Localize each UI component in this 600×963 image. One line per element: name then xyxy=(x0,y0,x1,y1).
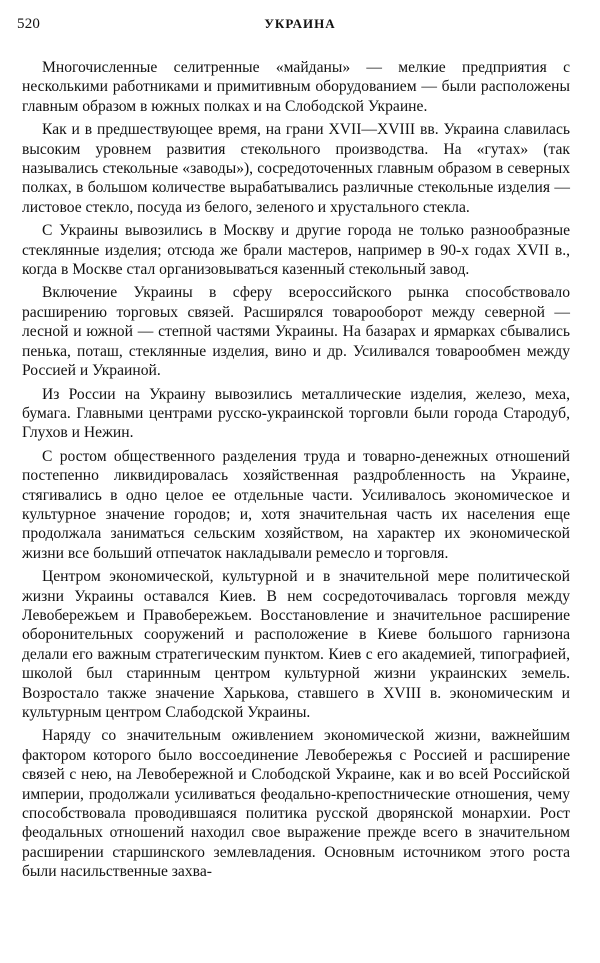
page-number: 520 xyxy=(17,16,41,32)
paragraph: С ростом общественного разделения труда и товарно-денежных отношений постепенно ликвидировалась хозяйственная раздробленность на Украине, стягивались в одно целое ее отдельные части. Усиливалось экономическое и культурное значение городов; и, хотя значительная часть их населения еще продолжала заниматься сельским хозяйством, на характер их экономической жизни все больший отпечаток накладывали ремесло и торговля. xyxy=(22,447,570,562)
paragraph: Включение Украины в сферу всероссийского рынка способствовало расширению торговых связей. Расширялся товарооборот между северной — лесной и южной — степной частями Украины. На базарах и ярмарках сбывались пенька, поташ, стеклянные изделия, вино и др. Усиливался товарообмен между Россией и Украиной. xyxy=(22,284,570,380)
page-header xyxy=(0,14,600,38)
paragraph: Из России на Украину вывозились металлические изделия, железо, меха, бумага. Главными центрами русско-украинской торговли были города Стародуб, Глухов и Нежин. xyxy=(22,385,570,442)
paragraph: С Украины вывозились в Москву и другие города не только разнообразные стеклянные изделия; отсюда же брали мастеров, например в 90-х годах XVII в., когда в Москве стал организовываться казенный стекольный завод. xyxy=(22,222,570,279)
paragraph: Наряду со значительным оживлением экономической жизни, важнейшим фактором которого было воссоединение Левобережья с Россией и расширение связей с нею, на Левобережной и Слободской Украине, как и во всей Российской империи, продолжали усиливаться феодально-крепостнические отношения, чему способствовала проводившаяся политика русской дворянской монархии. Рост феодальных отношений находил свое выражение прежде всего в значительном расширении старшинского землевладения. Основным источником этого роста были насильственные захва- xyxy=(22,727,570,881)
paragraph: Центром экономической, культурной и в значительной мере политической жизни Украины оставался Киев. В нем сосредоточивалась торговля между Левобережьем и Правобережьем. Восстановление и значительное расширение оборонительных сооружений и расположение в Киеве большого гарнизона делали его важным стратегическим пунктом. Киев с его академией, типографией, школой был старинным центром культурной жизни украинских земель. Возростало также значение Харькова, ставшего в XVIII в. экономическим и культурным центром Слабодской Украины. xyxy=(22,568,570,721)
running-title: УКРАИНА xyxy=(264,16,336,31)
paragraph: Как и в предшествующее время, на грани XVII—XVIII вв. Украина славилась высоким уровнем развития стекольного производства. На «гутах» (так назывались стекольные «заводы»), сосредоточенных главным образом в северных полках, в большом количестве вырабатывались различные стекольные изделия — листовое стекло, посуда из белого, зеленого и хрустального стекла. xyxy=(22,121,570,216)
body-text xyxy=(22,58,570,886)
paragraph: Многочисленные селитренные «майданы» — мелкие предприятия с несколькими работниками и примитивным оборудованием — были расположены главным образом в южных полках и на Слободской Украине. xyxy=(22,59,570,115)
